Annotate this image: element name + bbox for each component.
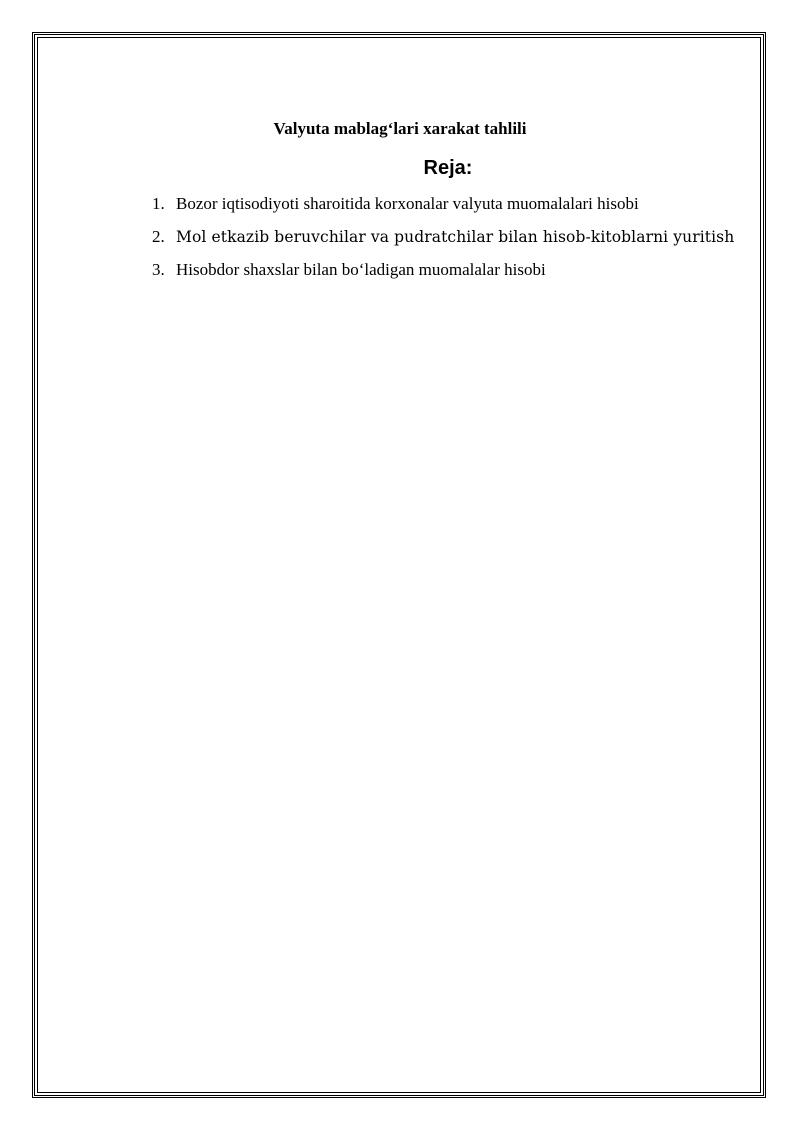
plan-item (152, 260, 734, 293)
plan-item-number: 1. (152, 194, 165, 213)
page-border (32, 32, 766, 1098)
plan-item (152, 227, 734, 260)
plan-item (152, 194, 734, 227)
plan-item-number: 2. (152, 227, 165, 246)
plan-item-number: 3. (152, 260, 165, 279)
document-title: Valyuta mablag‘lari xarakat tahlili (273, 119, 527, 138)
plan-list (152, 194, 734, 293)
plan-item-text: Bozor iqtisodiyoti sharoitida korxonalar valyuta muomalalari hisobi (176, 194, 639, 213)
plan-item-text: Mol etkazib beruvchilar va pudratchilar bilan hisob-kitoblarni yuritish (176, 228, 735, 246)
plan-heading: Reja: (423, 157, 473, 179)
plan-item-text: Hisobdor shaxslar bilan bo‘ladigan muomalalar hisobi (176, 260, 546, 279)
